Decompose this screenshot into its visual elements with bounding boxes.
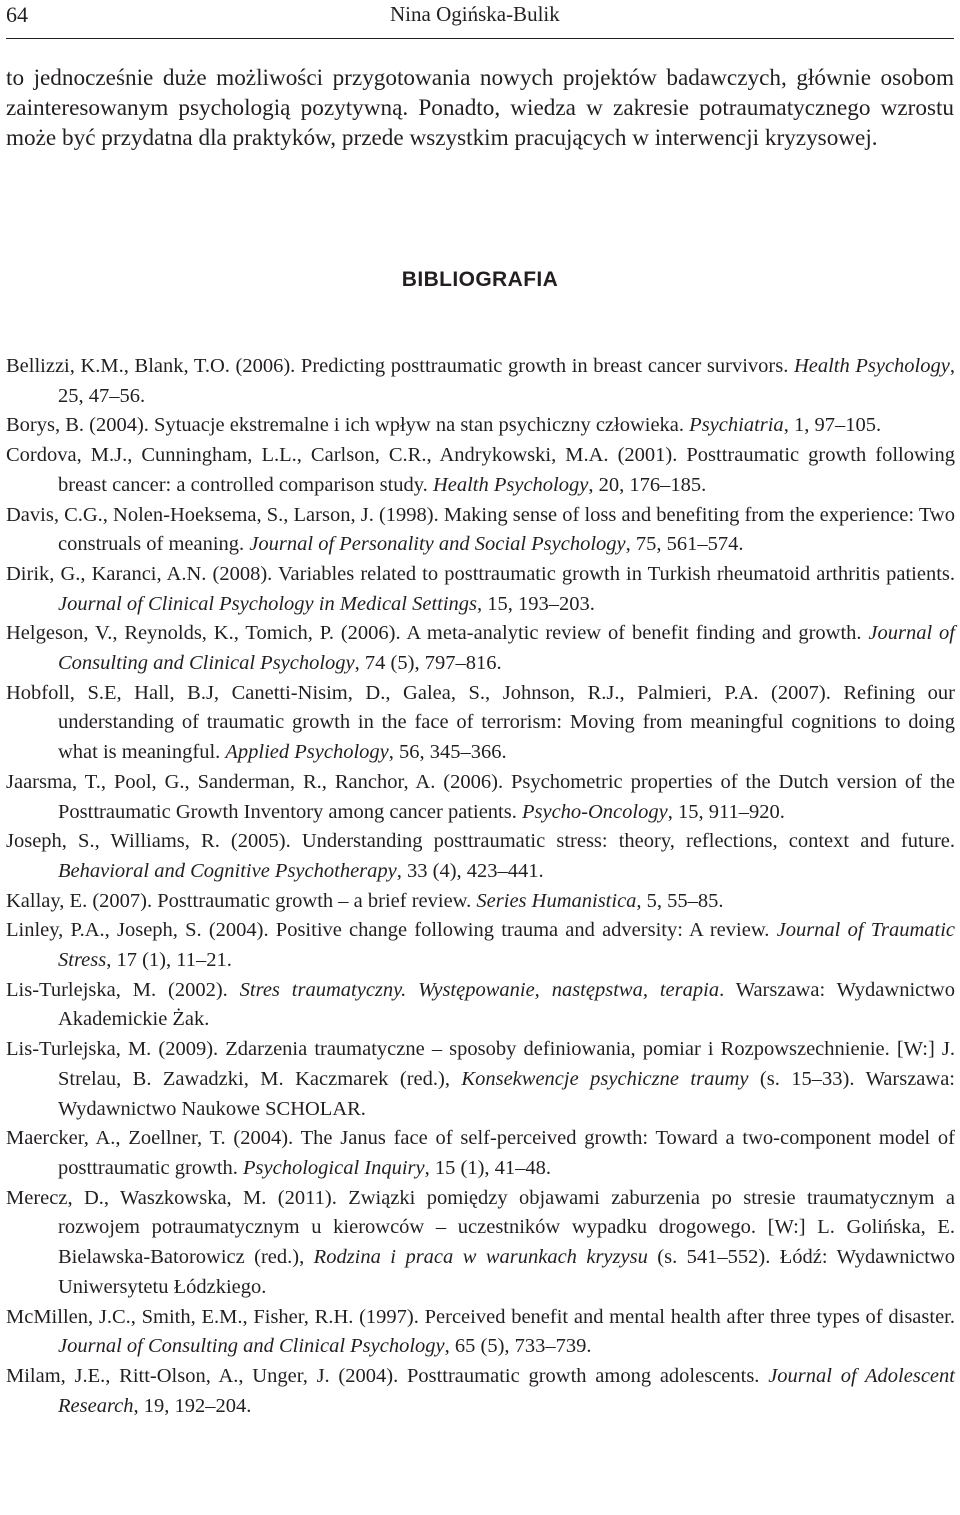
reference-details: , 65 (5), 733–739. xyxy=(444,1335,592,1358)
reference-journal: Psycho-Oncology xyxy=(521,800,668,823)
reference-item xyxy=(6,1303,955,1362)
reference-text: Lis-Turlejska, M. (2009). Zdarzenia traumatyczne – sposoby definiowania, pomiar i Rozpowszechnienie. [W:] J. Strelau, B. Zawadzki, M. Kaczmarek (red.), xyxy=(6,1038,955,1090)
reference-text: Milam, J.E., Ritt-Olson, A., Unger, J. (2004). Posttraumatic growth among adolescents. xyxy=(6,1364,769,1387)
reference-text: McMillen, J.C., Smith, E.M., Fisher, R.H. (1997). Perceived benefit and mental health after three types of disaster. xyxy=(6,1305,955,1328)
reference-details: (s. 15–33). Warszawa: Wydawnictwo Naukowe SCHOLAR. xyxy=(58,1067,956,1120)
reference-item xyxy=(6,827,955,886)
reference-text: Lis-Turlejska, M. (2002). xyxy=(6,978,240,1001)
reference-item xyxy=(6,1184,955,1303)
reference-text: Dirik, G., Karanci, A.N. (2008). Variables related to posttraumatic growth in Turkish rheumatoid arthritis patients. xyxy=(6,562,955,585)
reference-text: Bellizzi, K.M., Blank, T.O. (2006). Predicting posttraumatic growth in breast cancer survivors. xyxy=(6,355,794,377)
reference-item xyxy=(6,352,955,411)
reference-item xyxy=(6,411,955,441)
reference-text: Davis, C.G., Nolen-Hoeksema, S., Larson, J. (1998). Making sense of loss and benefiting from the experience: Two construals of meaning. xyxy=(6,503,955,556)
reference-item xyxy=(6,1124,955,1183)
reference-details: , 15, 193–203. xyxy=(477,592,595,615)
reference-details: , 5, 55–85. xyxy=(636,889,724,912)
reference-details: , 74 (5), 797–816. xyxy=(354,652,502,675)
reference-details: (s. 541–552). Łódź: Wydawnictwo Uniwersytetu Łódzkiego. xyxy=(58,1246,955,1298)
reference-text: Joseph, S., Williams, R. (2005). Understanding posttraumatic stress: theory, reflections, context and future. xyxy=(6,830,955,853)
reference-text: Linley, P.A., Joseph, S. (2004). Positive change following trauma and adversity: A review. xyxy=(6,919,777,942)
reference-item xyxy=(6,679,955,768)
reference-item xyxy=(6,560,955,619)
reference-journal: Stres traumatyczny. Występowanie, następstwa, terapia xyxy=(239,978,720,1001)
reference-text: Cordova, M.J., Cunningham, L.L., Carlson, C.R., Andrykowski, M.A. (2001). Posttraumatic growth following breast cancer: a controlled comparison study. xyxy=(6,444,955,496)
reference-details: , 20, 176–185. xyxy=(588,473,707,496)
reference-journal: Series Humanistica xyxy=(476,889,637,912)
reference-list xyxy=(6,352,955,1421)
reference-journal: Psychiatria xyxy=(689,414,784,437)
intro-paragraph: to jednocześnie duże możliwości przygotowania nowych projektów badawczych, głównie osobom zainteresowanym psychologią pozytywną. Ponadto, wiedza w zakresie potraumatycznego wzrostu może być przydatna dla praktyków, przede wszystkim pracujących w interwencji kryzysowej. xyxy=(6,65,954,151)
reference-details: , 15 (1), 41–48. xyxy=(424,1156,552,1179)
reference-item xyxy=(6,619,955,678)
reference-text: Maercker, A., Zoellner, T. (2004). The Janus face of self-perceived growth: Toward a two-component model of posttraumatic growth. xyxy=(6,1127,955,1179)
reference-item xyxy=(6,441,955,500)
reference-details: , 75, 561–574. xyxy=(625,533,744,556)
page-header xyxy=(6,0,954,39)
reference-details: , 15, 911–920. xyxy=(667,800,785,823)
reference-item xyxy=(6,976,955,1035)
reference-details: , 33 (4), 423–441. xyxy=(396,859,544,882)
reference-journal: Journal of Clinical Psychology in Medical Settings xyxy=(58,592,478,615)
reference-journal: Journal of Traumatic Stress xyxy=(58,919,955,972)
reference-journal: Health Psychology xyxy=(432,473,589,496)
reference-text: Jaarsma, T., Pool, G., Sanderman, R., Ranchor, A. (2006). Psychometric properties of the Dutch version of the Posttraumatic Growth Inventory among cancer patients. xyxy=(6,770,955,823)
reference-details: . Warszawa: Wydawnictwo Akademickie Żak. xyxy=(58,978,955,1031)
page-number: 64 xyxy=(6,2,28,27)
running-head-author: Nina Ogińska-Bulik xyxy=(390,2,560,26)
section-heading: BIBLIOGRAFIA xyxy=(401,268,559,291)
reference-journal: Applied Psychology xyxy=(225,741,389,764)
reference-journal: Journal of Consulting and Clinical Psychology xyxy=(58,1335,445,1358)
reference-journal: Psychological Inquiry xyxy=(243,1156,425,1179)
reference-details: , 56, 345–366. xyxy=(388,741,507,764)
reference-details: , 19, 192–204. xyxy=(133,1394,252,1417)
reference-text: Merecz, D., Waszkowska, M. (2011). Związki pomiędzy objawami zaburzenia po stresie traumatycznym a rozwojem potraumatycznym u kierowców – uczestników wypadku drogowego. [W:] L. Golińska, E. Bielawska-Batorowicz (red.), xyxy=(6,1186,955,1269)
reference-journal: Behavioral and Cognitive Psychotherapy xyxy=(58,859,397,882)
reference-journal: Rodzina i praca w warunkach kryzysu xyxy=(313,1246,648,1269)
reference-item xyxy=(6,1362,955,1421)
reference-item xyxy=(6,887,955,917)
reference-journal: Health Psychology xyxy=(793,355,950,377)
reference-journal: Konsekwencje psychiczne traumy xyxy=(461,1067,749,1090)
reference-item xyxy=(6,916,955,975)
reference-item xyxy=(6,501,955,560)
reference-details: , 1, 97–105. xyxy=(783,414,882,437)
reference-journal: Journal of Consulting and Clinical Psychology xyxy=(58,622,956,675)
reference-journal: Journal of Adolescent Research xyxy=(58,1364,955,1417)
reference-text: Helgeson, V., Reynolds, K., Tomich, P. (2006). A meta-analytic review of benefit finding and growth. xyxy=(6,622,869,645)
reference-details: , 25, 47–56. xyxy=(58,355,955,407)
reference-text: Hobfoll, S.E, Hall, B.J, Canetti-Nisim, D., Galea, S., Johnson, R.J., Palmieri, P.A. (2007). Refining our understanding of traumatic growth in the face of terrorism: Moving from meaningful cognitions to doing what is meaningful. xyxy=(6,681,955,764)
reference-journal: Journal of Personality and Social Psychology xyxy=(249,533,626,556)
reference-details: , 17 (1), 11–21. xyxy=(106,949,232,972)
reference-text: Borys, B. (2004). Sytuacje ekstremalne i ich wpływ na stan psychiczny człowieka. xyxy=(6,414,690,437)
reference-item xyxy=(6,768,955,827)
reference-text: Kallay, E. (2007). Posttraumatic growth – a brief review. xyxy=(6,889,477,912)
reference-item xyxy=(6,1035,955,1124)
